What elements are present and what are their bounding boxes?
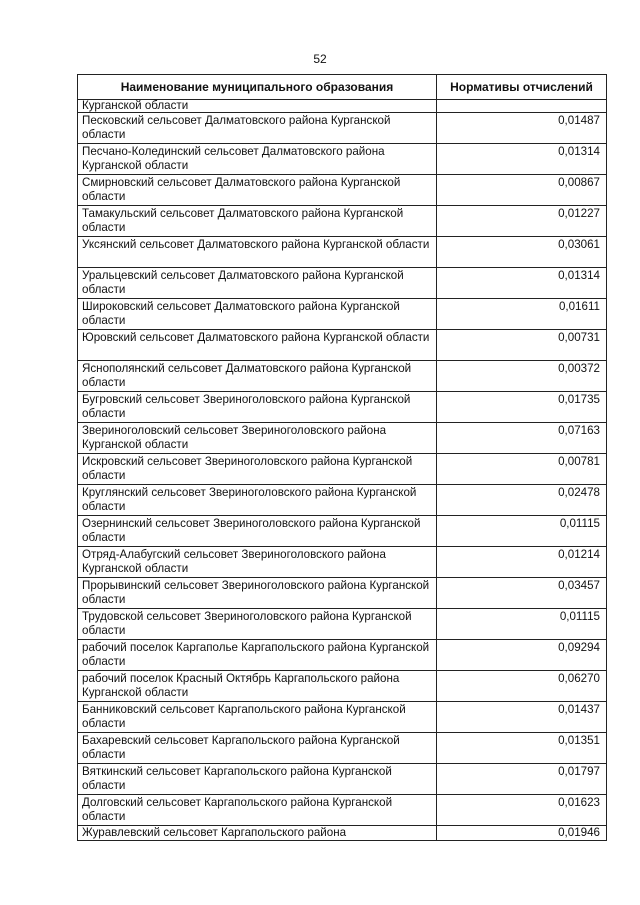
municipality-name: Журавлевский сельсовет Каргапольского района (78, 826, 437, 841)
norm-value: 0,02478 (437, 485, 607, 516)
municipality-name: Тамакульский сельсовет Далматовского района Курганской области (78, 206, 437, 237)
table-row (78, 454, 607, 485)
municipality-name: Песчано-Колединский сельсовет Далматовского района Курганской области (78, 144, 437, 175)
norm-value: 0,01227 (437, 206, 607, 237)
norm-value: 0,01437 (437, 702, 607, 733)
continuation-name-cell: Курганской области (78, 100, 437, 113)
municipality-name: Смирновский сельсовет Далматовского района Курганской области (78, 175, 437, 206)
table-row (78, 640, 607, 671)
municipality-name: Озернинский сельсовет Звериноголовского района Курганской области (78, 516, 437, 547)
table-row (78, 144, 607, 175)
municipality-name: Искровский сельсовет Звериноголовского района Курганской области (78, 454, 437, 485)
norm-value: 0,01351 (437, 733, 607, 764)
table-row (78, 392, 607, 423)
continuation-value-cell (437, 100, 607, 113)
table-row (78, 702, 607, 733)
municipality-name: Уксянский сельсовет Далматовского района Курганской области (78, 237, 437, 268)
municipality-name: рабочий поселок Красный Октябрь Каргапольского района Курганской области (78, 671, 437, 702)
table-row (78, 299, 607, 330)
norm-value: 0,01314 (437, 144, 607, 175)
table-row (78, 764, 607, 795)
norm-value: 0,03061 (437, 237, 607, 268)
municipality-name: Банниковский сельсовет Каргапольского района Курганской области (78, 702, 437, 733)
allocation-norms-table (77, 74, 607, 841)
norm-value: 0,06270 (437, 671, 607, 702)
norm-value: 0,01115 (437, 609, 607, 640)
norm-value: 0,01487 (437, 113, 607, 144)
norm-value: 0,00781 (437, 454, 607, 485)
municipality-name: Звериноголовский сельсовет Звериноголовского района Курганской области (78, 423, 437, 454)
municipality-name: Долговский сельсовет Каргапольского района Курганской области (78, 795, 437, 826)
municipality-name: Отряд-Алабугский сельсовет Звериноголовского района Курганской области (78, 547, 437, 578)
norm-value: 0,01314 (437, 268, 607, 299)
municipality-name: Уральцевский сельсовет Далматовского района Курганской области (78, 268, 437, 299)
municipality-name: Широковский сельсовет Далматовского района Курганской области (78, 299, 437, 330)
page-number: 52 (313, 52, 327, 66)
table-row (78, 206, 607, 237)
table-row (78, 330, 607, 361)
table-row (78, 237, 607, 268)
norm-value: 0,09294 (437, 640, 607, 671)
municipality-name: Юровский сельсовет Далматовского района Курганской области (78, 330, 437, 361)
norm-value: 0,00867 (437, 175, 607, 206)
table-header-row (78, 75, 607, 100)
norm-value: 0,03457 (437, 578, 607, 609)
table-row (78, 609, 607, 640)
table-row (78, 671, 607, 702)
municipality-name: Вяткинский сельсовет Каргапольского района Курганской области (78, 764, 437, 795)
table-row (78, 113, 607, 144)
norm-value: 0,01623 (437, 795, 607, 826)
norm-value: 0,01115 (437, 516, 607, 547)
table-row (78, 826, 607, 841)
norm-value: 0,00731 (437, 330, 607, 361)
municipality-name: Трудовской сельсовет Звериноголовского района Курганской области (78, 609, 437, 640)
norm-value: 0,01735 (437, 392, 607, 423)
table-row (78, 485, 607, 516)
table-row (78, 733, 607, 764)
municipality-name: Бахаревский сельсовет Каргапольского района Курганской области (78, 733, 437, 764)
norm-value: 0,01214 (437, 547, 607, 578)
table-row (78, 361, 607, 392)
column-header-norms: Нормативы отчислений (437, 75, 607, 100)
norm-value: 0,00372 (437, 361, 607, 392)
norm-value: 0,01946 (437, 826, 607, 841)
table-row (78, 795, 607, 826)
municipality-name: Бугровский сельсовет Звериноголовского района Курганской области (78, 392, 437, 423)
column-header-municipality: Наименование муниципального образования (78, 75, 437, 100)
table-row (78, 268, 607, 299)
table-row (78, 175, 607, 206)
municipality-name: Прорывинский сельсовет Звериноголовского района Курганской области (78, 578, 437, 609)
municipality-name: рабочий поселок Каргаполье Каргапольского района Курганской области (78, 640, 437, 671)
municipality-name: Песковский сельсовет Далматовского района Курганской области (78, 113, 437, 144)
table-row (78, 578, 607, 609)
table-row (78, 516, 607, 547)
norm-value: 0,01611 (437, 299, 607, 330)
table-row-continuation (78, 100, 607, 113)
municipality-name: Круглянский сельсовет Звериноголовского района Курганской области (78, 485, 437, 516)
norm-value: 0,01797 (437, 764, 607, 795)
norm-value: 0,07163 (437, 423, 607, 454)
municipality-name: Яснополянский сельсовет Далматовского района Курганской области (78, 361, 437, 392)
table-row (78, 423, 607, 454)
table-row (78, 547, 607, 578)
